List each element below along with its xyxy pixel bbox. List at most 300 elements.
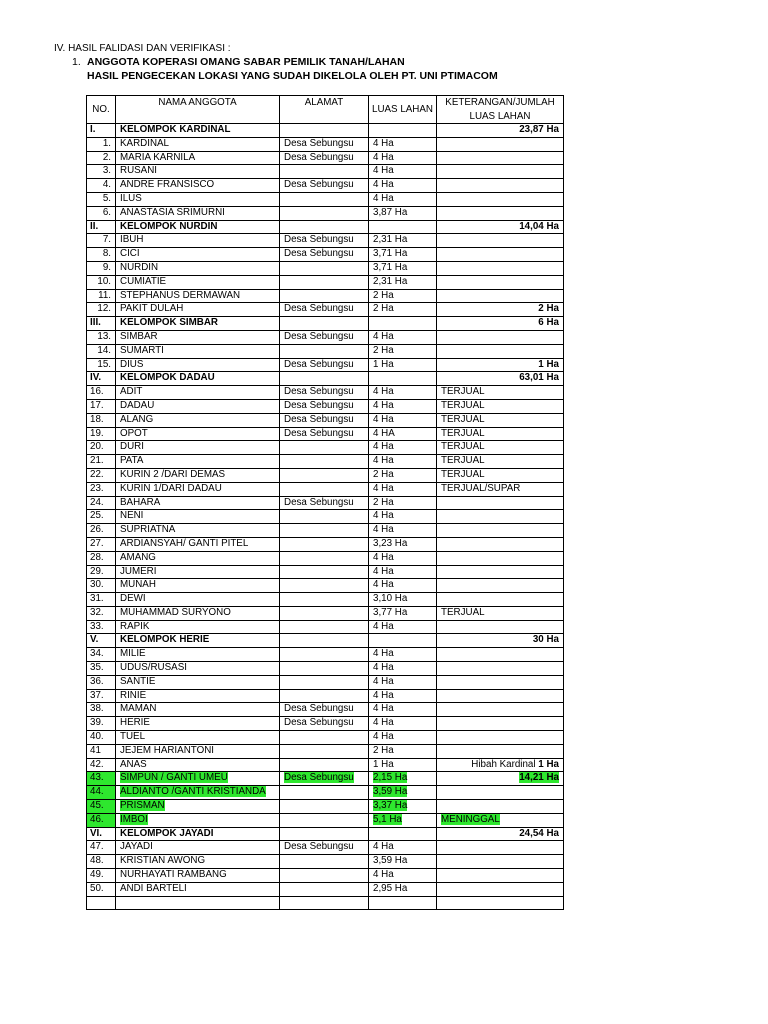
luas-text: 4 Ha bbox=[373, 330, 394, 342]
cell-luas bbox=[369, 524, 437, 538]
table-row bbox=[87, 275, 564, 289]
cell-alamat bbox=[280, 675, 369, 689]
cell-keterangan bbox=[437, 303, 564, 317]
nama-text: IMBOI bbox=[120, 813, 148, 825]
nama-text: KELOMPOK NURDIN bbox=[120, 220, 218, 232]
luas-text: 3,77 Ha bbox=[373, 606, 408, 618]
table-row bbox=[87, 579, 564, 593]
cell-nama bbox=[116, 206, 280, 220]
cell-no: 11. bbox=[87, 289, 116, 303]
cell-alamat bbox=[280, 303, 369, 317]
cell-alamat bbox=[280, 496, 369, 510]
table-row bbox=[87, 882, 564, 896]
table-row bbox=[87, 869, 564, 883]
cell-luas bbox=[369, 303, 437, 317]
jumlah-total: 14,04 Ha bbox=[519, 220, 559, 232]
luas-text: 2 Ha bbox=[373, 744, 394, 756]
cell-luas bbox=[369, 358, 437, 372]
cell-nama bbox=[116, 841, 280, 855]
cell-luas bbox=[369, 537, 437, 551]
col-header-keterangan-text: KETERANGAN/JUMLAH LUAS LAHAN bbox=[445, 97, 555, 122]
cell-nama bbox=[116, 606, 280, 620]
cell-nama bbox=[116, 524, 280, 538]
cell-no: 4. bbox=[87, 179, 116, 193]
cell-keterangan bbox=[437, 344, 564, 358]
cell-nama bbox=[116, 882, 280, 896]
empty-cell bbox=[116, 896, 280, 910]
cell-luas bbox=[369, 234, 437, 248]
cell-luas bbox=[369, 179, 437, 193]
cell-luas bbox=[369, 869, 437, 883]
table-body bbox=[87, 124, 564, 910]
cell-alamat bbox=[280, 151, 369, 165]
jumlah-total: 1 Ha bbox=[538, 758, 559, 770]
empty-cell bbox=[87, 896, 116, 910]
luas-text: 4 Ha bbox=[373, 551, 394, 563]
luas-text: 4 Ha bbox=[373, 192, 394, 204]
nama-text: SUMARTI bbox=[120, 344, 164, 356]
alamat-text: Desa Sebungsu bbox=[284, 399, 354, 411]
cell-keterangan bbox=[437, 620, 564, 634]
table-row bbox=[87, 703, 564, 717]
cell-keterangan bbox=[437, 744, 564, 758]
cell-no: 10. bbox=[87, 275, 116, 289]
cell-keterangan bbox=[437, 855, 564, 869]
alamat-text: Desa Sebungsu bbox=[284, 772, 354, 784]
cell-no: VI. bbox=[87, 827, 116, 841]
luas-text: 5,1 Ha bbox=[373, 813, 402, 825]
luas-text: 4 Ha bbox=[373, 151, 394, 163]
cell-alamat bbox=[280, 220, 369, 234]
luas-text: 1 Ha bbox=[373, 358, 394, 370]
cell-keterangan bbox=[437, 786, 564, 800]
luas-text: 4 Ha bbox=[373, 579, 394, 591]
luas-text: 4 HA bbox=[373, 427, 395, 439]
cell-no: 16. bbox=[87, 386, 116, 400]
cell-no: 12. bbox=[87, 303, 116, 317]
luas-text: 4 Ha bbox=[373, 662, 394, 674]
luas-text: 3,23 Ha bbox=[373, 537, 408, 549]
cell-alamat bbox=[280, 275, 369, 289]
cell-luas bbox=[369, 731, 437, 745]
cell-keterangan bbox=[437, 261, 564, 275]
luas-text: 4 Ha bbox=[373, 165, 394, 177]
table-row bbox=[87, 620, 564, 634]
table-row bbox=[87, 358, 564, 372]
cell-keterangan bbox=[437, 317, 564, 331]
cell-keterangan bbox=[437, 882, 564, 896]
cell-nama bbox=[116, 565, 280, 579]
keterangan-text: TERJUAL bbox=[441, 413, 485, 425]
cell-keterangan bbox=[437, 772, 564, 786]
cell-alamat bbox=[280, 758, 369, 772]
cell-alamat bbox=[280, 565, 369, 579]
luas-text: 4 Ha bbox=[373, 703, 394, 715]
cell-nama bbox=[116, 496, 280, 510]
luas-text: 2 Ha bbox=[373, 303, 394, 315]
cell-nama bbox=[116, 717, 280, 731]
nama-text: DADAU bbox=[120, 399, 155, 411]
table-row bbox=[87, 496, 564, 510]
luas-text: 2 Ha bbox=[373, 289, 394, 301]
nama-text: AMANG bbox=[120, 551, 156, 563]
table-row bbox=[87, 786, 564, 800]
cell-no: III. bbox=[87, 317, 116, 331]
cell-no: 43. bbox=[87, 772, 116, 786]
table-row bbox=[87, 413, 564, 427]
cell-luas bbox=[369, 330, 437, 344]
cell-keterangan bbox=[437, 606, 564, 620]
luas-text: 4 Ha bbox=[373, 179, 394, 191]
luas-text: 3,59 Ha bbox=[373, 855, 408, 867]
cell-alamat bbox=[280, 620, 369, 634]
table-row bbox=[87, 399, 564, 413]
keterangan-text: TERJUAL bbox=[441, 606, 485, 618]
cell-keterangan bbox=[437, 179, 564, 193]
cell-luas bbox=[369, 841, 437, 855]
luas-text: 4 Ha bbox=[373, 137, 394, 149]
keterangan-note: Hibah Kardinal bbox=[471, 758, 536, 770]
cell-nama bbox=[116, 248, 280, 262]
cell-no: 29. bbox=[87, 565, 116, 579]
cell-no: 21. bbox=[87, 455, 116, 469]
cell-luas bbox=[369, 482, 437, 496]
cell-no: 37. bbox=[87, 689, 116, 703]
alamat-text: Desa Sebungsu bbox=[284, 386, 354, 398]
cell-alamat bbox=[280, 537, 369, 551]
table-row bbox=[87, 151, 564, 165]
luas-text: 4 Ha bbox=[373, 869, 394, 881]
cell-luas bbox=[369, 827, 437, 841]
table-row bbox=[87, 179, 564, 193]
luas-text: 4 Ha bbox=[373, 675, 394, 687]
cell-nama bbox=[116, 731, 280, 745]
cell-no: 46. bbox=[87, 813, 116, 827]
cell-alamat bbox=[280, 731, 369, 745]
cell-alamat bbox=[280, 234, 369, 248]
cell-keterangan bbox=[437, 703, 564, 717]
cell-no: 42. bbox=[87, 758, 116, 772]
cell-no: 25. bbox=[87, 510, 116, 524]
subheading-subtitle: HASIL PENGECEKAN LOKASI YANG SUDAH DIKELOLA OLEH PT. UNI PTIMACOM bbox=[87, 70, 498, 82]
cell-luas bbox=[369, 137, 437, 151]
cell-keterangan bbox=[437, 524, 564, 538]
nama-text: UDUS/RUSASI bbox=[120, 662, 187, 674]
nama-text: ARDIANSYAH/ GANTI PITEL bbox=[120, 537, 249, 549]
alamat-text: Desa Sebungsu bbox=[284, 717, 354, 729]
cell-luas bbox=[369, 510, 437, 524]
alamat-text: Desa Sebungsu bbox=[284, 151, 354, 163]
nama-text: RINIE bbox=[120, 689, 147, 701]
luas-text: 4 Ha bbox=[373, 717, 394, 729]
cell-no: 31. bbox=[87, 593, 116, 607]
col-header-keterangan bbox=[437, 96, 564, 124]
cell-no: 18. bbox=[87, 413, 116, 427]
cell-nama bbox=[116, 869, 280, 883]
cell-alamat bbox=[280, 330, 369, 344]
luas-text: 3,37 Ha bbox=[373, 800, 408, 812]
cell-luas bbox=[369, 717, 437, 731]
cell-nama bbox=[116, 441, 280, 455]
cell-alamat bbox=[280, 344, 369, 358]
cell-nama bbox=[116, 413, 280, 427]
cell-nama bbox=[116, 289, 280, 303]
table-row bbox=[87, 330, 564, 344]
table-row bbox=[87, 427, 564, 441]
cell-nama bbox=[116, 358, 280, 372]
nama-text: STEPHANUS DERMAWAN bbox=[120, 289, 241, 301]
cell-alamat bbox=[280, 441, 369, 455]
cell-luas bbox=[369, 413, 437, 427]
cell-alamat bbox=[280, 358, 369, 372]
nama-text: HERIE bbox=[120, 717, 150, 729]
cell-luas bbox=[369, 441, 437, 455]
alamat-text: Desa Sebungsu bbox=[284, 248, 354, 260]
cell-nama bbox=[116, 179, 280, 193]
nama-text: TUEL bbox=[120, 731, 146, 743]
cell-no: 49. bbox=[87, 869, 116, 883]
cell-no: 6. bbox=[87, 206, 116, 220]
cell-no: 9. bbox=[87, 261, 116, 275]
cell-keterangan bbox=[437, 137, 564, 151]
cell-keterangan bbox=[437, 662, 564, 676]
alamat-text: Desa Sebungsu bbox=[284, 427, 354, 439]
table-row bbox=[87, 717, 564, 731]
cell-nama bbox=[116, 192, 280, 206]
table-row bbox=[87, 510, 564, 524]
table-row bbox=[87, 896, 564, 910]
cell-no: 36. bbox=[87, 675, 116, 689]
cell-nama bbox=[116, 772, 280, 786]
nama-text: KELOMPOK HERIE bbox=[120, 634, 210, 646]
cell-no: 48. bbox=[87, 855, 116, 869]
cell-no: 19. bbox=[87, 427, 116, 441]
table-row bbox=[87, 689, 564, 703]
nama-text: MUHAMMAD SURYONO bbox=[120, 606, 231, 618]
table-row bbox=[87, 744, 564, 758]
nama-text: SUPRIATNA bbox=[120, 524, 176, 536]
cell-alamat bbox=[280, 165, 369, 179]
cell-luas bbox=[369, 744, 437, 758]
group-row bbox=[87, 827, 564, 841]
luas-text: 4 Ha bbox=[373, 620, 394, 632]
cell-group-name bbox=[116, 124, 280, 138]
nama-text: PRISMAN bbox=[120, 800, 165, 812]
cell-keterangan bbox=[437, 399, 564, 413]
cell-luas bbox=[369, 648, 437, 662]
table-row bbox=[87, 648, 564, 662]
cell-no: 2. bbox=[87, 151, 116, 165]
luas-text: 2 Ha bbox=[373, 496, 394, 508]
cell-alamat bbox=[280, 261, 369, 275]
nama-text: ANAS bbox=[120, 758, 147, 770]
nama-text: DIUS bbox=[120, 358, 144, 370]
cell-luas bbox=[369, 455, 437, 469]
cell-keterangan bbox=[437, 731, 564, 745]
table-row bbox=[87, 551, 564, 565]
cell-nama bbox=[116, 275, 280, 289]
luas-text: 2,95 Ha bbox=[373, 882, 408, 894]
cell-keterangan bbox=[437, 551, 564, 565]
cell-no: 7. bbox=[87, 234, 116, 248]
cell-alamat bbox=[280, 372, 369, 386]
cell-keterangan bbox=[437, 593, 564, 607]
alamat-text: Desa Sebungsu bbox=[284, 358, 354, 370]
nama-text: CUMIATIE bbox=[120, 275, 167, 287]
keterangan-text: TERJUAL bbox=[441, 455, 485, 467]
keterangan-text: TERJUAL bbox=[441, 427, 485, 439]
subheading-title: ANGGOTA KOPERASI OMANG SABAR PEMILIK TANAH/LAHAN bbox=[87, 56, 405, 68]
table-row bbox=[87, 841, 564, 855]
cell-no: 38. bbox=[87, 703, 116, 717]
cell-alamat bbox=[280, 386, 369, 400]
cell-keterangan bbox=[437, 220, 564, 234]
luas-text: 3,87 Ha bbox=[373, 206, 408, 218]
cell-keterangan bbox=[437, 248, 564, 262]
cell-alamat bbox=[280, 468, 369, 482]
luas-text: 4 Ha bbox=[373, 648, 394, 660]
cell-keterangan bbox=[437, 165, 564, 179]
luas-text: 3,71 Ha bbox=[373, 261, 408, 273]
nama-text: ALANG bbox=[120, 413, 154, 425]
table-row bbox=[87, 248, 564, 262]
cell-alamat bbox=[280, 124, 369, 138]
cell-group-name bbox=[116, 372, 280, 386]
cell-luas bbox=[369, 565, 437, 579]
cell-no: 13. bbox=[87, 330, 116, 344]
cell-keterangan bbox=[437, 372, 564, 386]
cell-nama bbox=[116, 758, 280, 772]
cell-no: 39. bbox=[87, 717, 116, 731]
cell-keterangan bbox=[437, 634, 564, 648]
cell-keterangan bbox=[437, 813, 564, 827]
cell-alamat bbox=[280, 455, 369, 469]
cell-alamat bbox=[280, 772, 369, 786]
luas-text: 4 Ha bbox=[373, 565, 394, 577]
nama-text: MARIA KARNILA bbox=[120, 151, 196, 163]
cell-luas bbox=[369, 855, 437, 869]
cell-no: 27. bbox=[87, 537, 116, 551]
cell-nama bbox=[116, 703, 280, 717]
cell-keterangan bbox=[437, 358, 564, 372]
table-row bbox=[87, 662, 564, 676]
cell-alamat bbox=[280, 413, 369, 427]
cell-alamat bbox=[280, 648, 369, 662]
table-row bbox=[87, 537, 564, 551]
table-row bbox=[87, 303, 564, 317]
cell-alamat bbox=[280, 744, 369, 758]
col-header-nama: NAMA ANGGOTA bbox=[116, 96, 280, 124]
cell-alamat bbox=[280, 813, 369, 827]
nama-text: PATA bbox=[120, 455, 144, 467]
cell-alamat bbox=[280, 206, 369, 220]
luas-text: 3,71 Ha bbox=[373, 248, 408, 260]
cell-alamat bbox=[280, 248, 369, 262]
cell-keterangan bbox=[437, 537, 564, 551]
nama-text: ANDRE FRANSISCO bbox=[120, 179, 215, 191]
cell-keterangan bbox=[437, 124, 564, 138]
cell-keterangan bbox=[437, 869, 564, 883]
nama-text: KARDINAL bbox=[120, 137, 169, 149]
cell-no: 32. bbox=[87, 606, 116, 620]
cell-group-name bbox=[116, 220, 280, 234]
cell-alamat bbox=[280, 289, 369, 303]
luas-text: 4 Ha bbox=[373, 731, 394, 743]
jumlah-total: 30 Ha bbox=[532, 634, 559, 646]
nama-text: KURIN 1/DARI DADAU bbox=[120, 482, 222, 494]
table-row bbox=[87, 813, 564, 827]
nama-text: JAYADI bbox=[120, 841, 153, 853]
cell-nama bbox=[116, 786, 280, 800]
nama-text: CICI bbox=[120, 248, 140, 260]
jumlah-total: 6 Ha bbox=[538, 317, 559, 329]
cell-keterangan bbox=[437, 386, 564, 400]
nama-text: MUNAH bbox=[120, 579, 156, 591]
table-row bbox=[87, 772, 564, 786]
cell-luas bbox=[369, 620, 437, 634]
nama-text: RAPIK bbox=[120, 620, 150, 632]
group-row bbox=[87, 124, 564, 138]
jumlah-total: 14,21 Ha bbox=[519, 772, 559, 784]
luas-text: 4 Ha bbox=[373, 399, 394, 411]
luas-text: 4 Ha bbox=[373, 413, 394, 425]
col-header-alamat: ALAMAT bbox=[280, 96, 369, 124]
cell-alamat bbox=[280, 855, 369, 869]
luas-text: 4 Ha bbox=[373, 441, 394, 453]
cell-group-name bbox=[116, 634, 280, 648]
table-row bbox=[87, 482, 564, 496]
nama-text: SIMBAR bbox=[120, 330, 158, 342]
cell-keterangan bbox=[437, 330, 564, 344]
cell-keterangan bbox=[437, 192, 564, 206]
keterangan-text: TERJUAL bbox=[441, 399, 485, 411]
empty-cell bbox=[369, 896, 437, 910]
jumlah-total: 24,54 Ha bbox=[519, 827, 559, 839]
table-row bbox=[87, 206, 564, 220]
cell-luas bbox=[369, 882, 437, 896]
cell-no: 14. bbox=[87, 344, 116, 358]
cell-luas bbox=[369, 261, 437, 275]
nama-text: NURDIN bbox=[120, 261, 159, 273]
alamat-text: Desa Sebungsu bbox=[284, 303, 354, 315]
nama-text: PAKIT DULAH bbox=[120, 303, 184, 315]
nama-text: KURIN 2 /DARI DEMAS bbox=[120, 468, 226, 480]
cell-alamat bbox=[280, 841, 369, 855]
cell-alamat bbox=[280, 524, 369, 538]
cell-luas bbox=[369, 496, 437, 510]
cell-nama bbox=[116, 551, 280, 565]
cell-keterangan bbox=[437, 482, 564, 496]
cell-nama bbox=[116, 137, 280, 151]
cell-luas bbox=[369, 758, 437, 772]
cell-no: 8. bbox=[87, 248, 116, 262]
cell-no: IV. bbox=[87, 372, 116, 386]
luas-text: 4 Ha bbox=[373, 524, 394, 536]
cell-no: 40. bbox=[87, 731, 116, 745]
nama-text: BAHARA bbox=[120, 496, 161, 508]
cell-nama bbox=[116, 427, 280, 441]
table-row bbox=[87, 593, 564, 607]
nama-text: SANTIE bbox=[120, 675, 156, 687]
luas-text: 4 Ha bbox=[373, 482, 394, 494]
cell-luas bbox=[369, 151, 437, 165]
table-row bbox=[87, 855, 564, 869]
cell-alamat bbox=[280, 786, 369, 800]
cell-nama bbox=[116, 675, 280, 689]
cell-nama bbox=[116, 744, 280, 758]
cell-keterangan bbox=[437, 717, 564, 731]
cell-no: 28. bbox=[87, 551, 116, 565]
